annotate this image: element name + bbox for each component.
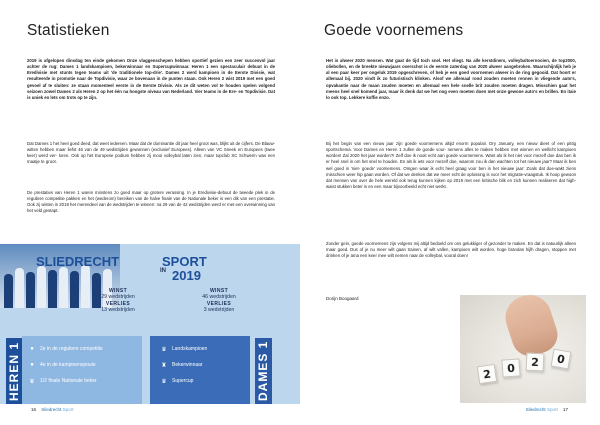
intro-paragraph: 2019 is afgelopen dinsdag ten einde gekomen Onze vlaggenschepen hebben sportief gezien een zeer succesvol jaar achter de rug: Dames 1 landskampioen, bekerwinnaar en Supercupwinnaar. Heren 1 een spectaculair debuut in de Eredivisie met stunts tegen teams uit 'de traditionele top-drie'. Dames 2 werd kampioen in de Eerste Divisie, wat resulteerde in promotie naar de Topdivisie, waar ze bovenaan in de punten staan. Ook Heren 2 wist 2019 met een goed gevoel af te sluiten: ze staan momenteel eerste in de Eerste Divisie. Als ze dit weten vol te houden spelen volgend seizoen zowel Dames 2 als Heren 2 op het één na hoogste niveau van Nederland. Vier teams in de Ere- en Topdivisie. Dat is uniek en lets om trots op te zijn.: [27, 58, 275, 100]
body-paragraph: Zonder gein, goede voornemens zijn volgens mij altijd bedoeld om ons gelukkiger of gezonder te maken. En dat is natuurlijk alleen maar goed. Dus of je nu meer wilt gaan trainen, af wilt vallen, kampioen wilt worden, hoge brandan hijlh dragen, stoppen met drinken of je ama een keer mee wilt nemen naar de volleybal, vooral doen!: [326, 241, 576, 259]
medal-icon: ●: [30, 346, 34, 352]
wins-label: WINST: [209, 288, 229, 294]
infographic-title-word2: SPORT: [162, 254, 207, 269]
achievement-text: Bekerwinnaar: [172, 362, 203, 368]
right-page: [300, 0, 600, 425]
infographic: [0, 244, 300, 404]
wins-value: 46 wedstrijden: [202, 294, 236, 300]
achievement-text: 4e in de kampioenspoule: [40, 362, 96, 368]
losses-value: 13 wedstrijden: [101, 307, 135, 313]
footer-brand: Sliedrecht Sport: [525, 407, 558, 412]
body-paragraph: Bij het begin van een nieuw jaar zijn goede voornemens altijd enorm populair. Dry January, een nieuw dieet of een pittig sportschema. Voor Dames en Heren 1 zullen de goede voor- nemens alles te maken hebben met winnen en wellicht kampioen worden! Zal 2020 het jaar worden?! Zelf doe ik nooit echt aan goede voornemens. Want als ik het niet voor mezelf doe dan ben ik er heel snel in om het snel te houden. En als ik iets voor mezelf doe, waarom zou ik dan wachten tot het nieuwe jaar? Maar ik ben wel goed in 'niet- goede' voornemens. Omgen waar ik echt heel graag voor ben in het nieuwe jaar: Zoals dat doe-wakt ziens misschien weer hip gaan worden. Of dat we denken dat we meer echt de oplossing is voor het migratie-vraagstuk. Ik hoop gewoon dat mensen van over de hele wereld ook terug kunnen kijken op 2019 met een kritische blik en zich kunnen realiseren dat high-waist stukken beter is en een maar bijvoorbeeld echt niet werkt.: [326, 141, 576, 190]
achievement-text: 2e in de reguliere competitie: [40, 346, 103, 352]
wins-label: WINST: [108, 288, 128, 294]
author-signature: Dorijn Boogaard: [326, 296, 359, 301]
losses-value: 3 wedstrijden: [203, 307, 235, 313]
body-paragraph: De prestaties van Heren 1 waren minstens zo goed maar op grotere verassing. In je Eredivisie-debuut de tweede plek in de reguliere competitie pakken en het (wederom) bereiken van de halve finale van de Nationale beker is een dik van een prestatie. Ook zij wisten in 2019 het merendeel van de wedstrijden te winnen: na 29 van de 42 wedstrijden werd er met een overwinning van het veld gestapt.: [27, 190, 275, 214]
page-number: 17: [562, 407, 568, 412]
losses-label: VERLIES: [105, 301, 131, 307]
page-heading: Goede voornemens: [324, 22, 464, 39]
page-heading: Statistieken: [27, 22, 110, 39]
die: 0: [551, 349, 572, 370]
dames-achievement: [160, 345, 207, 353]
achievement-text: 1/2 finale Nationale beker: [40, 378, 97, 384]
dice-photo: [460, 295, 586, 403]
trophy-icon: ♛: [29, 378, 35, 385]
cup-icon: ♛: [161, 378, 167, 385]
footer-brand: Sliedrecht Sport: [41, 407, 74, 412]
intro-paragraph: Het is alweer 2020 mensen. Wat gaat de tijd toch snel. Het vliegt. Na alle kerstdiners, volleybaltoernooien, de top2000, oliebollen, en de breekte nieuwjaars overschot is de eerste zaterdag van 2020 alweer aangebroken. Waarschijnlijk heb je al een paar keer per ongeluk 2019 opgeschreven, of heb je een goed voornemen alweer in de ring gegooid. Dat hoort er allemaal bij. 2020 vindt ik zo futuristisch klinken. Alsof we allemaal rond zouden moeten rennen in vliegende auto's, opvakantie naar de maan zouden moeten en allemaal een hele snelle brit zouden moeten dragen. Misschien gaat het meens heel snel komend jaar, maar ik denk dat we het nog even moeten doen met onze gewone auto's en brillen. En itaie lo ook top. Lekkere koffie enzo.: [326, 58, 576, 100]
infographic-title-year: 2019: [172, 268, 201, 283]
dames-achievement: [160, 361, 203, 369]
page-footer: [27, 407, 73, 412]
heren-stats: [82, 288, 154, 314]
die: 2: [477, 364, 497, 384]
heren-achievement: [28, 345, 103, 353]
body-paragraph: Dat Dames 1 het heel goed deed, dat weet iedereen. Maar dat de dominantie dit jaar heel groot was, blijkt uit de cijfers. De Blauw-witten hebben maar liefst 46 van de 49 wedstrijden gewonnen (exclusief Europees). Alleen van VC Sneek en Europees (twee keer) werd ver- loren. Ook op het Europese podium hebben zij mooi volleybal laten zien, maar topclub SC Schwerin was een maatje te groot.: [27, 141, 275, 165]
medal-icon: ●: [30, 362, 34, 368]
die: 2: [526, 353, 545, 372]
trophy-icon: ♜: [161, 362, 167, 369]
dames-achievement: [160, 377, 193, 385]
achievement-text: Landskampioen: [172, 346, 208, 352]
crown-icon: ♛: [161, 346, 167, 353]
infographic-title-in: IN: [160, 268, 166, 274]
dames-label: DAMES 1: [255, 338, 272, 404]
dames-stats: [183, 288, 255, 314]
losses-label: VERLIES: [206, 301, 232, 307]
heren-achievement: [28, 377, 97, 385]
heren-achievement: [28, 361, 96, 369]
page-number: 16: [31, 407, 37, 412]
achievement-text: Supercup: [172, 378, 194, 384]
heren-label: HEREN 1: [6, 338, 22, 404]
page-footer: [526, 407, 572, 412]
infographic-title-word1: SLIEDRECHT: [36, 254, 120, 269]
wins-value: 29 wedstrijden: [101, 294, 135, 300]
die: 0: [501, 358, 520, 377]
